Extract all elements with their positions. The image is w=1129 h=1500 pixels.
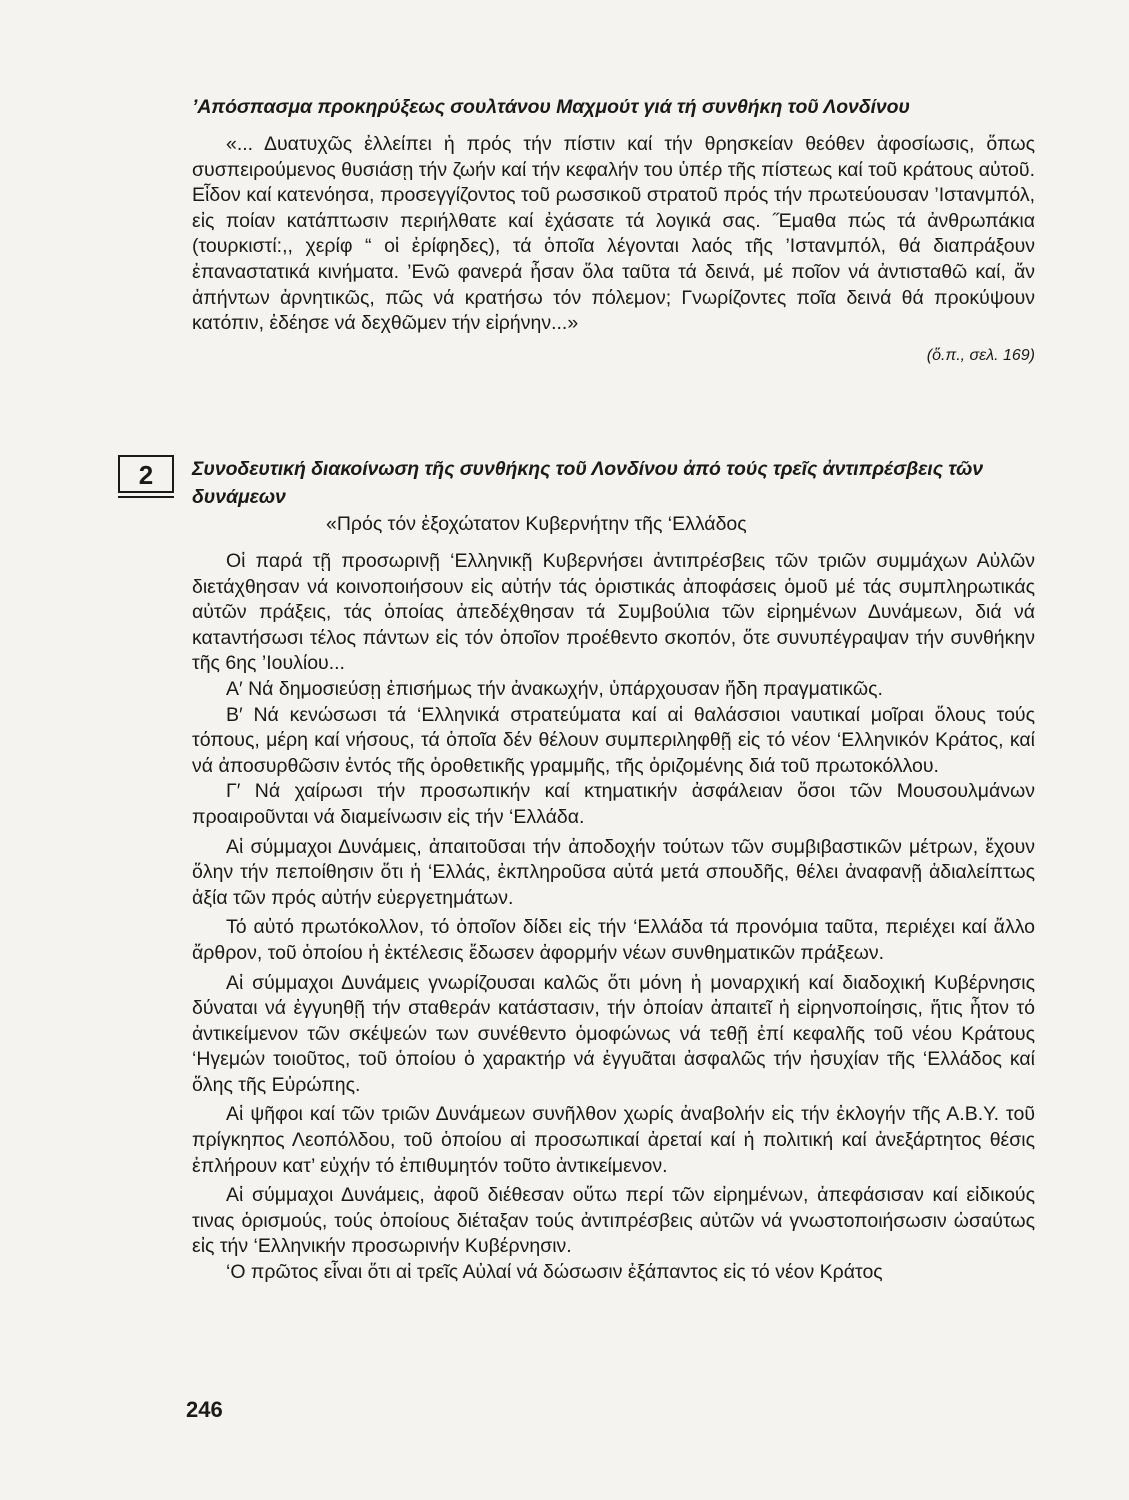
section-1-source: (ὅ.π., σελ. 169): [926, 346, 1035, 364]
paragraph: Αἱ ψῆφοι καί τῶν τριῶν Δυνάμεων συνῆλθον χωρίς ἀναβολήν εἰς τήν ἐκλογήν τῆς Α.Β.Υ. τοῦ πρίγκηπος Λεοπόλδου, τοῦ ὁποίου αἱ προσωπικαί ἀρεταί καί ἡ πολιτική καί ἀνεξάρτητος θέσις ἐπλήρουν κατ’ εὐχήν τό ἐπιθυμητόν τοῦτο ἀντικείμενον.: [192, 1103, 1035, 1177]
paragraph: Αἱ σύμμαχοι Δυνάμεις, ἀφοῦ διέθεσαν οὕτω περί τῶν εἰρημένων, ἀπεφάσισαν καί εἰδικούς τινας ὁρισμούς, τούς ὁποίους διέταξαν τούς ἀντιπρέσβεις αὐτῶν νά γνωστοποιήσωσιν ὡσαύτως εἰς τήν ‘Ελληνικήν προσωρινήν Κυβέρνησιν.: [192, 1184, 1035, 1258]
section-1-heading: ’Απόσπασμα προκηρύξεως σουλτάνου Μαχμούτ γιά τή συνθήκη τοῦ Λονδίνου: [192, 96, 910, 118]
section-2-addressee: «Πρός τόν ἐξοχώτατον Κυβερνήτην τῆς ‘Ελλάδος: [326, 513, 747, 535]
section-2: [192, 455, 1035, 1286]
paragraph: Αἱ σύμμαχοι Δυνάμεις, ἀπαιτοῦσαι τήν ἀποδοχήν τούτων τῶν συμβιβαστικῶν μέτρων, ἔχουν ὅλην τήν πεποίθησιν ὅτι ἡ ‘Ελλάς, ἐκπληροῦσα αὐτά μετά σπουδῆς, θέλει ἀναφανῇ ἀδιαλείπτως ἀξία τῶν πρός αὐτήν εὐεργετημάτων.: [192, 835, 1035, 909]
paragraph: ‘Ο πρῶτος εἶναι ὅτι αἱ τρεῖς Αὐλαί νά δώσωσιν ἐξάπαντος εἰς τό νέον Κράτος: [226, 1261, 883, 1284]
section-1: [192, 92, 1035, 365]
paragraph: Γ′ Νά χαίρωσι τήν προσωπικήν καί κτηματικήν ἀσφάλειαν ὅσοι τῶν Μουσουλμάνων προαιροῦνται νά διαμείνωσιν εἰς τήν ‘Ελλάδα.: [192, 780, 1035, 828]
page-number: 246: [186, 1397, 223, 1422]
paragraph: Οἱ παρά τῇ προσωρινῇ ‘Ελληνικῇ Κυβερνήσει ἀντιπρέσβεις τῶν τριῶν συμμάχων Αὐλῶν διετάχθησαν νά κοινοποιήσουν εἰς αὐτήν τάς ὁριστικάς ἀποφάσεις ὁμοῦ μέ τάς συμπληρωτικάς αὐτῶν πράξεις, τάς ὁποίας ἀπεδέχθησαν τά Συμβούλια τῶν εἰρημένων Δυνάμεων, διά νά κατaντήσωσι τέλος πάντων εἰς τόν ὁποῖον προέθεντο σκοπόν, ὅτε συνυπέγραψαν τήν συνθήκην τῆς 6ης ’Ιουλίου...: [192, 550, 1035, 675]
section-1-quote: «... Δυατυχῶς ἐλλείπει ἡ πρός τήν πίστιν καί τήν θρησκείαν θεόθεν ἀφοσίωσις, ὅπως συσπειρούμενος θυσιάσῃ τήν ζωήν καί τήν κεφαλήν του ὑπέρ τῆς πίστεως καί τοῦ κράτους αὐτοῦ. Εἶδον καί κατενόησα, προσεγγίζοντος τοῦ ρωσσικοῦ στρατοῦ πρός τήν πρωτεύουσαν ’Ισταvμπόλ, εἰς ποίαν κατάπτωσιν περιήλθατε καί ἐχάσατε τά λογικά σας. ˝Εμαθα πώς τά ἀνθρωπάκια (τουρκιστί:,, χερίφ “ οἱ ἐρίφηδες), τά ὁποῖα λέγονται λαός τῆς ’Ισταvμπόλ, θά διαπράξουν ἐπαναστατικά κινήματα. ’Ενῶ φανερά ἦσαν ὅλα ταῦτα τά δεινά, μέ ποῖον νά ἀντισταθῶ καί, ἄν ἀπήντων ἀρνητικῶς, πῶς νά κρατήσω τόν πόλεμον; Γνωρίζοντες ποῖα δεινά θά προκύψουν κατόπιν, ἐδέησε νά δεχθῶμεν τήν εἰρήνην...»: [192, 133, 1035, 335]
paragraph: Τό αὐτό πρωτόκολλον, τό ὁποῖον δίδει εἰς τήν ‘Ελλάδα τά προνόμια ταῦτα, περιέχει καί ἄλλο ἄρθρον, τοῦ ὁποίου ἡ ἐκτέλεσις ἔδωσεν ἀφορμήν νέων συνθηματικῶν πράξεων.: [192, 916, 1035, 964]
section-number-box: 2: [118, 455, 174, 493]
paragraph: Α′ Νά δημοσιεύσῃ ἐπισήμως τήν ἀνακωχήν, ὑπάρχουσαν ἤδη πραγματικῶς.: [226, 677, 883, 700]
paragraph: Αἱ σύμμαχοι Δυνάμεις γνωρίζουσαι καλῶς ὅτι μόνη ἡ μοναρχική καί διαδοχική Κυβέρνησις δύναται νά ἐγγυηθῇ τήν σταθεράν κατάστασιν, τήν ὁποίαν ἀπαιτεῖ ἡ εἰρηνοποίησις, ἥτις ἦτον τό ἀντικείμενον τῶν σκέψεών των συνέθεντο ὁμοφώνως νά τεθῇ ἐπί κεφαλῆς τοῦ νέου Κράτους ‘Ηγεμών τοιοῦτος, τοῦ ὁποίου ὁ χαρακτήρ νά ἐγγυᾶται ἀσφαλῶς τήν ἡσυχίαν τῆς ‘Ελλάδος καί ὅλης τῆς Εὐρώπης.: [192, 971, 1035, 1096]
section-2-heading: Συνοδευτική διακοίνωση τῆς συνθήκης τοῦ Λονδίνου ἀπό τούς τρεῖς ἀντιπρέσβεις τῶν δυνάμεων: [192, 458, 983, 508]
section-number-underline: [118, 496, 174, 498]
paragraph: Β′ Νά κενώσωσι τά ‘Ελληνικά στρατεύματα καί αἱ θαλάσσιοι ναυτικαί μοῖραι ὅλους τούς τόπους, μέρη καί νήσους, τά ὁποῖα δέν θέλουν συμπεριληφθῇ εἰς τό νέον ‘Ελληνικόν Κράτος, καί νά ἀποσυρθῶσιν ἐντός τῆς ὁροθετικῆς γραμμῆς, τῆς ὁριζομένης διά τοῦ πρωτοκόλλου.: [192, 703, 1035, 777]
